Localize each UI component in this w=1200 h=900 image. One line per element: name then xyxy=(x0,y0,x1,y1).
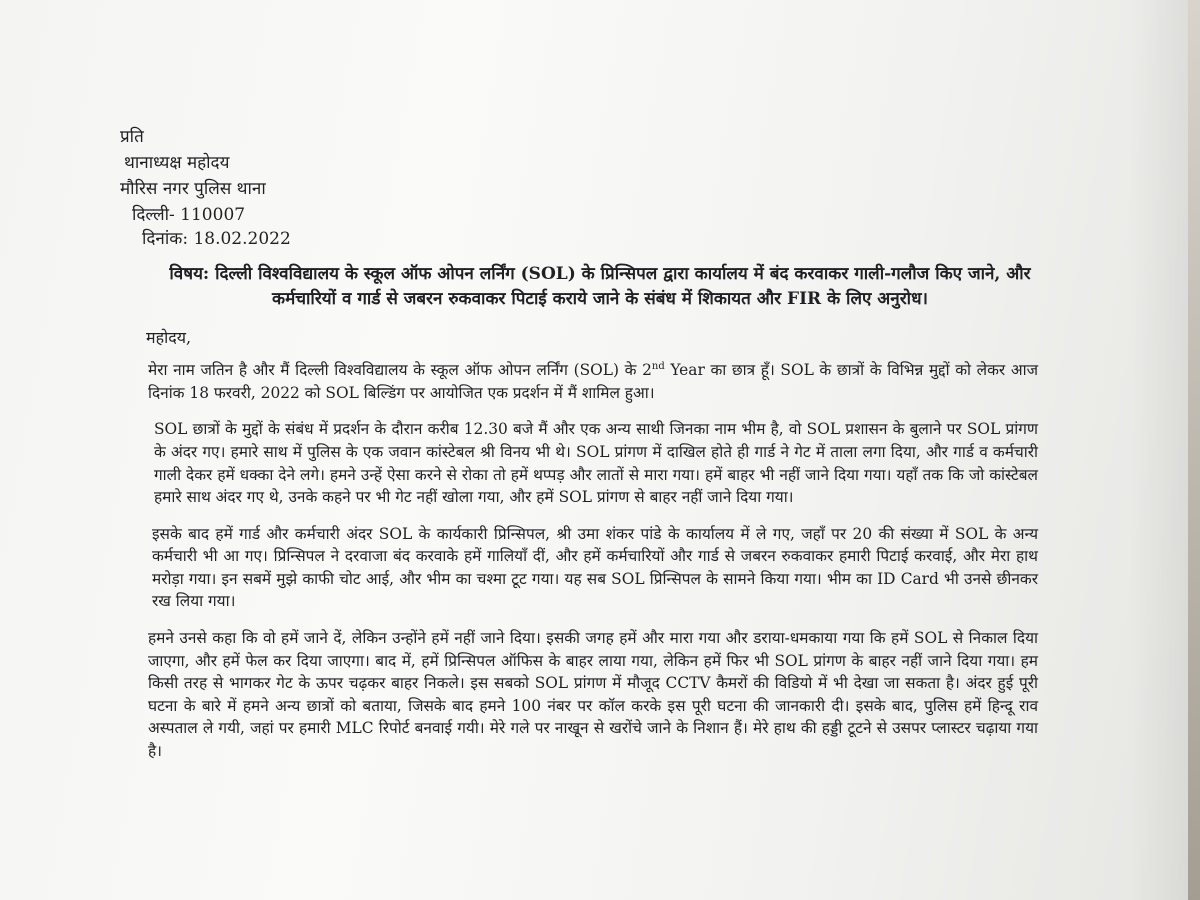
letter-body xyxy=(148,356,1038,777)
address-city: दिल्ली- 110007 xyxy=(132,205,246,225)
address-to: प्रति xyxy=(120,127,144,147)
letter-subject: विषय: दिल्ली विश्वविद्यालय के स्कूल ऑफ ओपन लर्निंग (SOL) के प्रिन्सिपल द्वारा कार्यालय में बंद करवाकर गाली-गलौज किए जाने, और कर्मचारियों व गार्ड से जबरन रुकवाकर पिटाई कराये जाने के संबंध में शिकायत और FIR के लिए अनुरोध। xyxy=(169,264,1031,309)
address-recipient: थानाध्यक्ष महोदय xyxy=(124,153,230,173)
ordinal-suffix: nd xyxy=(651,361,665,372)
paragraph-3: इसके बाद हमें गार्ड और कर्मचारी अंदर SOL के कार्यकारी प्रिन्सिपल, श्री उमा शंकर पांडे के कार्यालय में ले गए, जहाँ पर 20 की संख्या में SOL के अन्य कर्मचारी भी आ गए। प्रिन्सिपल ने दरवाजा बंद करवाके हमें गालियाँ दीं, और हमें कर्मचारियों और गार्ड से जबरन रुकवाकर हमारी पिटाई करवाई, और मेरा हाथ मरोड़ा गया। इन सबमें मुझे काफी चोट आई, और भीम का चश्मा टूट गया। यह सब SOL प्रिन्सिपल के सामने किया गया। भीम का ID Card भी उनसे छीनकर रख लिया गया। xyxy=(152,524,1038,611)
table-surface-edge xyxy=(1188,0,1200,900)
address-station: मौरिस नगर पुलिस थाना xyxy=(120,179,266,199)
paragraph-1-start: मेरा नाम जतिन है और मैं दिल्ली विश्वविद्यालय के स्कूल ऑफ ओपन लर्निंग (SOL) के 2 xyxy=(148,361,652,380)
salutation: महोदय, xyxy=(146,328,192,347)
paragraph-4: हमने उनसे कहा कि वो हमें जाने दें, लेकिन उन्होंने हमें नहीं जाने दिया। इसकी जगह हमें और मारा गया और डराया-धमकाया गया कि हमें SOL से निकाल दिया जाएगा, और हमें फेल कर दिया जाएगा। बाद में, हमें प्रिन्सिपल ऑफिस के बाहर लाया गया, लेकिन हमें फिर भी SOL प्रांगण के बाहर नहीं जाने दिया गया। हम किसी तरह से भागकर गेट के ऊपर चढ़कर बाहर निकले। इस सबको SOL प्रांगण में मौजूद CCTV कैमरों की विडियो में भी देखा जा सकता है। अंदर हुई पूरी घटना के बारे में हमने अन्य छात्रों को बताया, जिसके बाद हमने 100 नंबर पर कॉल करके इस पूरी घटना की जानकारी दी। इसके बाद, पुलिस हमें हिन्दू राव अस्पताल ले गयी, जहां पर हमारी MLC रिपोर्ट बनवाई गयी। मेरे गले पर नाखून से खरोंचे जाने के निशान हैं। मेरे हाथ की हड्डी टूटने से उसपर प्लास्टर चढ़ाया गया है। xyxy=(148,629,1038,761)
letter-date: दिनांक: 18.02.2022 xyxy=(142,229,291,249)
paragraph-1 xyxy=(148,356,1038,404)
address-block xyxy=(120,124,266,228)
paragraph-2: SOL छात्रों के मुद्दों के संबंध में प्रदर्शन के दौरान करीब 12.30 बजे मैं और एक अन्य साथी जिनका नाम भीम है, वो SOL प्रशासन के बुलाने पर SOL प्रांगण के अंदर गए। हमारे साथ में पुलिस के एक जवान कांस्टेबल श्री विनय भी थे। SOL प्रांगण में दाखिल होते ही गार्ड ने गेट में ताला लगा दिया, और गार्ड व कर्मचारी गाली देकर हमें धक्का देने लगे। हमने उन्हें ऐसा करने से रोका तो हमें थप्पड़ और लातों से मारा गया। हमें बाहर भी नहीं जाने दिया गया। यहाँ तक कि जो कांस्टेबल हमारे साथ अंदर गए थे, उनके कहने पर भी गेट नहीं खोला गया, और हमें SOL प्रांगण से बाहर नहीं जाने दिया गया। xyxy=(154,420,1038,507)
paragraph-1-end: Year का छात्र हूँ। SOL के छात्रों के विभिन्न मुद्दों को लेकर आज दिनांक 18 फरवरी, 2022 को SOL बिल्डिंग पर आयोजित एक प्रदर्शन में मैं शामिल हुआ। xyxy=(148,361,1038,402)
